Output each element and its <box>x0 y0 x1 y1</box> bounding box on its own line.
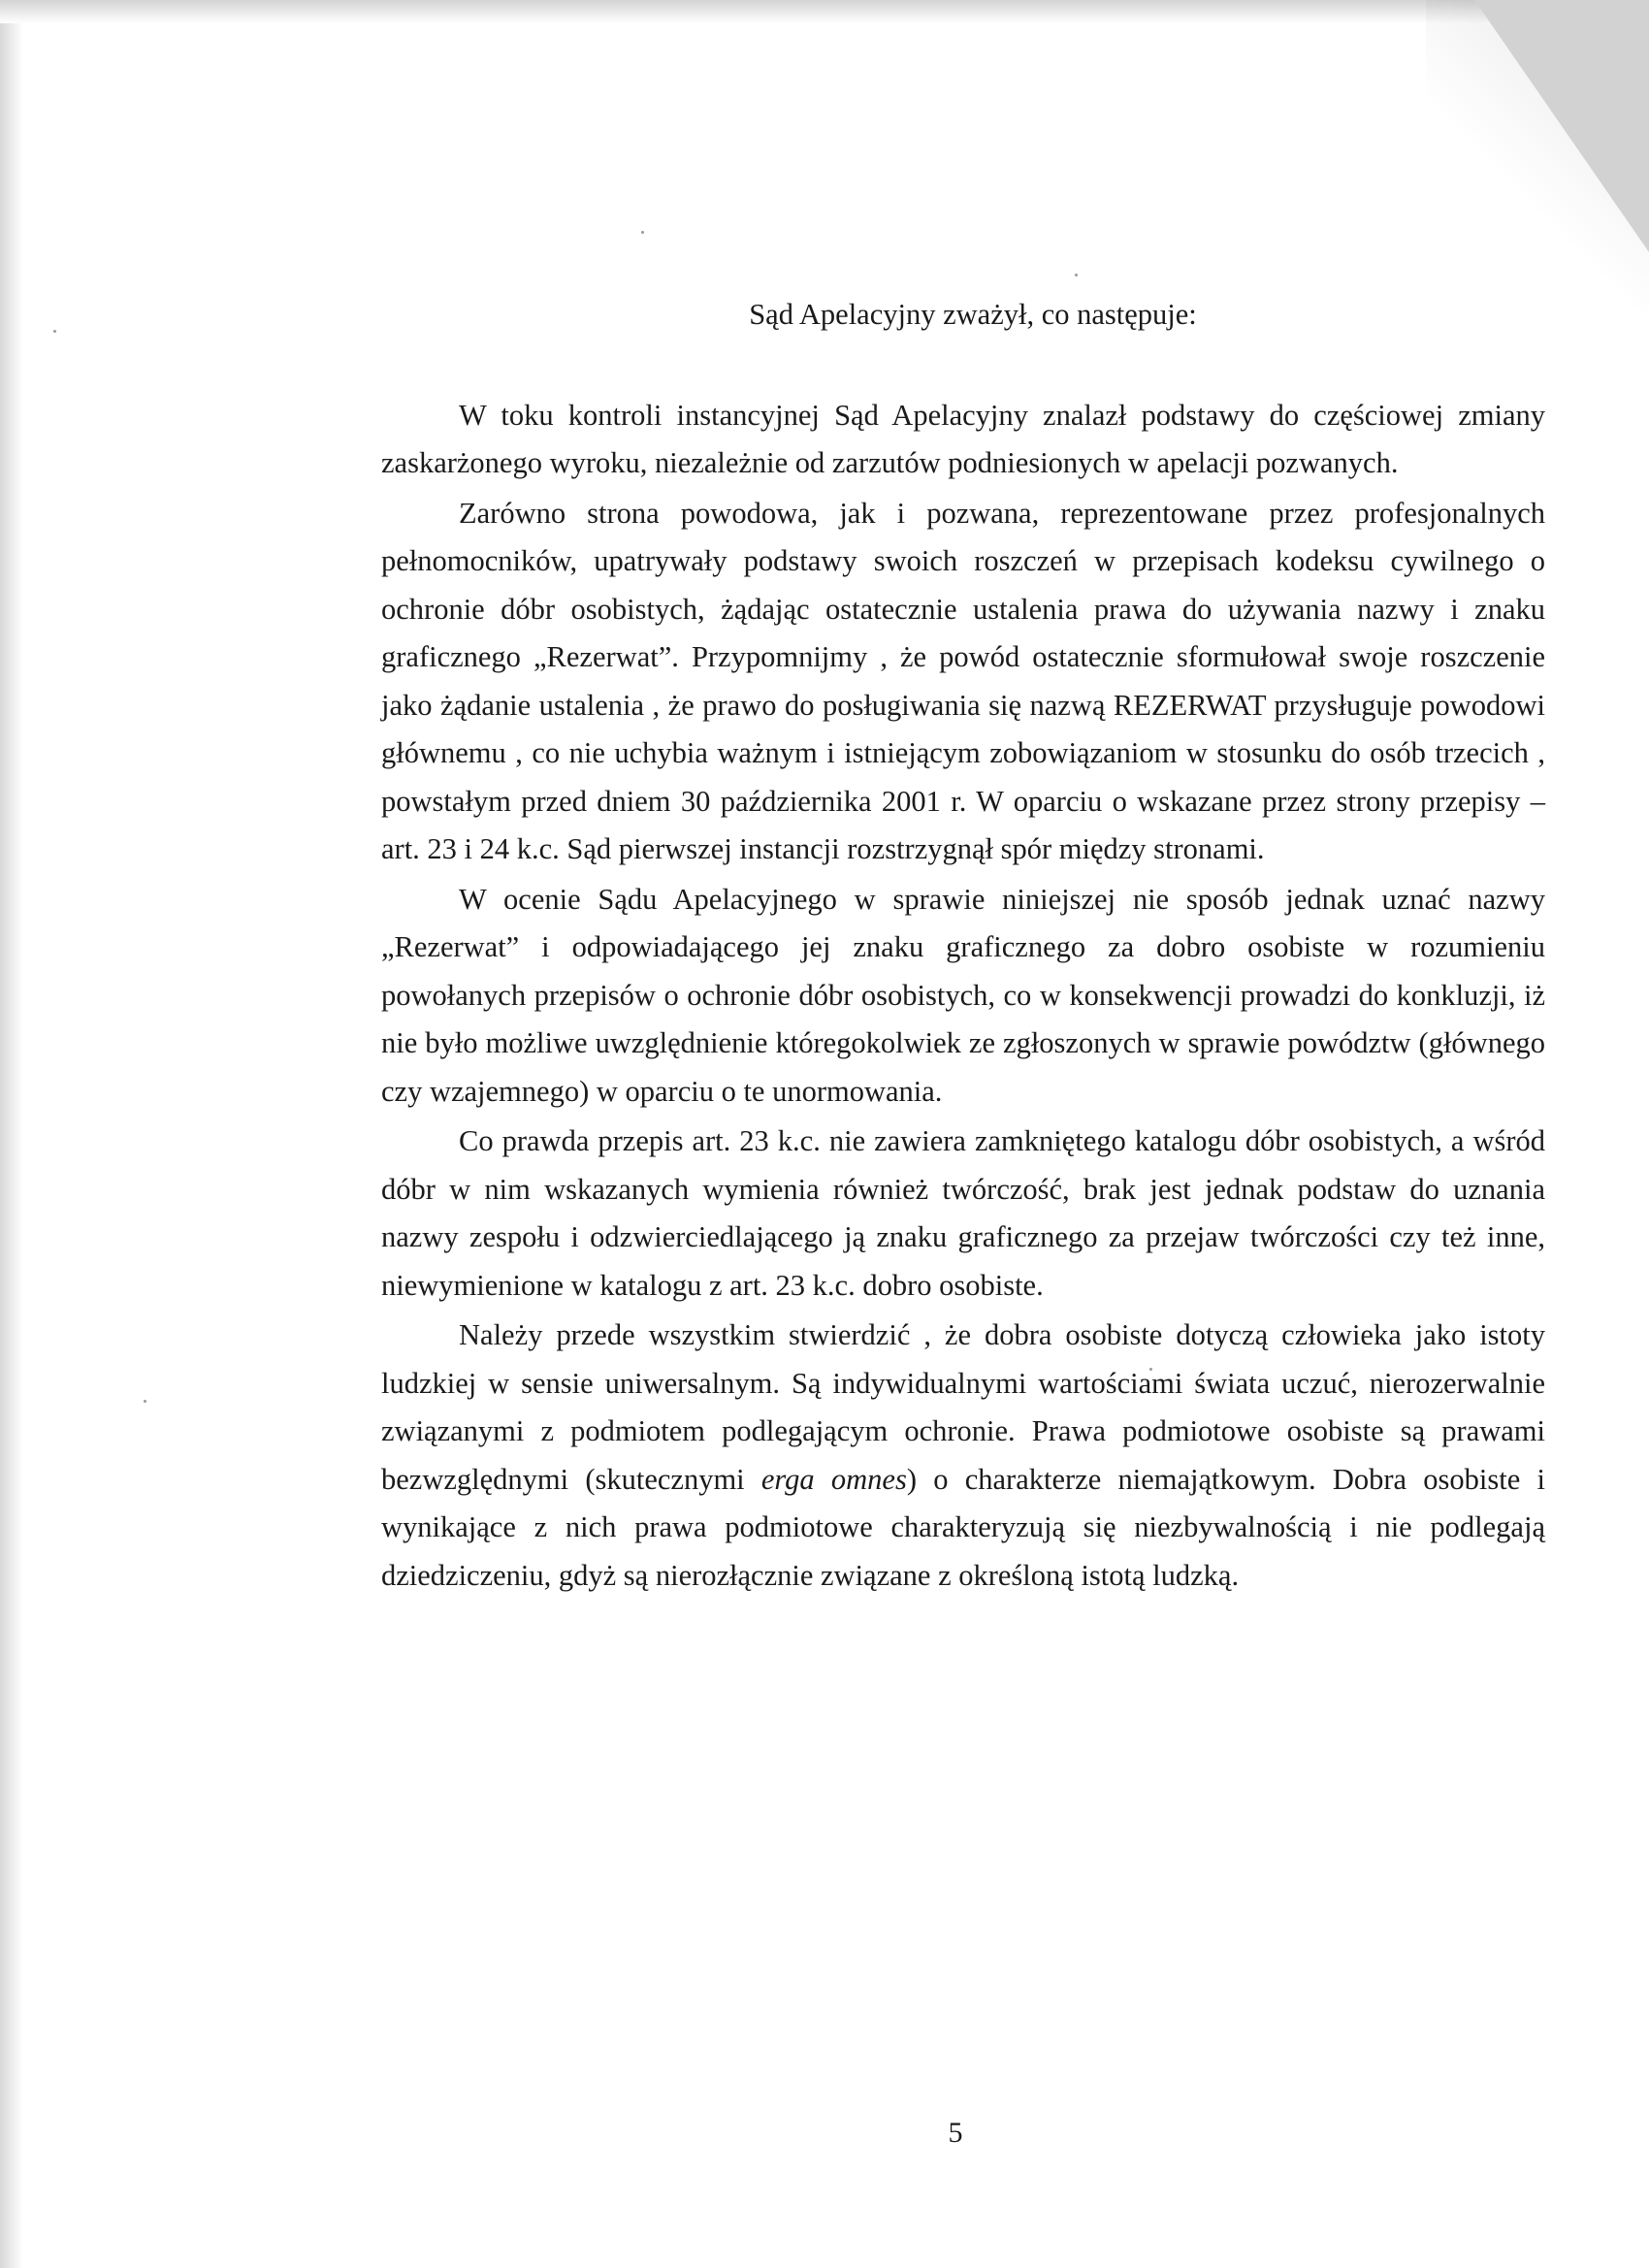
page-corner-fold <box>1474 0 1649 252</box>
scan-speck <box>53 330 56 333</box>
scan-speck <box>641 231 644 234</box>
scan-speck <box>144 1400 146 1403</box>
paragraph: W toku kontroli instancyjnej Sąd Apelacyjny znalazł podstawy do częściowej zmiany zaskarżonego wyroku, niezależnie od zarzutów podniesionych w apelacji pozwanych. <box>381 398 1545 479</box>
paragraph-text: ) o charakterze niemajątkowym. Dobra osobiste i wynikające z nich prawa podmiotowe charakteryzują się niezbywalnością i nie podlegają dziedziczeniu, gdyż są nierozłącznie związane z określoną istotą ludzką. <box>381 1462 1545 1592</box>
document-body <box>381 291 1545 1600</box>
paragraph: Co prawda przepis art. 23 k.c. nie zawiera zamkniętego katalogu dóbr osobistych, a wśród dóbr w nim wskazanych wymienia również twórczość, brak jest jednak podstaw do uznania nazwy zespołu i odzwierciedlającego ją znaku graficznego za przejaw twórczości czy też inne, niewymienione w katalogu z art. 23 k.c. dobro osobiste. <box>381 1124 1545 1302</box>
page-number: 5 <box>948 2117 963 2149</box>
scan-edge-top <box>0 0 1649 23</box>
paragraph: W ocenie Sądu Apelacyjnego w sprawie niniejszej nie sposób jednak uznać nazwy „Rezerwat” i odpowiadającego jej znaku graficznego za dobro osobiste w rozumieniu powołanych przepisów o ochronie dóbr osobistych, co w konsekwencji prowadzi do konkluzji, iż nie było możliwe uwzględnienie któregokolwiek ze zgłoszonych w sprawie powództw (głównego czy wzajemnego) w oparciu o te unormowania. <box>381 882 1545 1108</box>
scan-speck <box>1075 274 1078 276</box>
paragraph <box>381 1312 1545 1600</box>
section-heading: Sąd Apelacyjny zważył, co następuje: <box>749 298 1197 331</box>
scan-edge-left <box>0 0 23 2268</box>
paragraph-text: Należy przede wszystkim stwierdzić , że dobra osobiste dotyczą człowieka jako istoty ludzkiej w sensie uniwersalnym. Są indywidualnymi wartościami świata uczuć, nierozerwalnie związanymi z podmiotem podlegającym ochronie. Prawa podmiotowe osobiste są prawami bezwzględnymi (skutecznymi <box>381 1318 1545 1496</box>
paragraph: Zarówno strona powodowa, jak i pozwana, reprezentowane przez profesjonalnych pełnomocników, upatrywały podstawy swoich roszczeń w przepisach kodeksu cywilnego o ochronie dóbr osobistych, żądając ostatecznie ustalenia prawa do używania nazwy i znaku graficznego „Rezerwat”. Przypomnijmy , że powód ostatecznie sformułował swoje roszczenie jako żądanie ustalenia , że prawo do posługiwania się nazwą REZERWAT przysługuje powodowi głównemu , co nie uchybia ważnym i istniejącym zobowiązaniom w stosunku do osób trzecich , powstałym przed dniem 30 października 2001 r. W oparciu o wskazane przez strony przepisy – art. 23 i 24 k.c. Sąd pierwszej instancji rozstrzygnął spór między stronami. <box>381 496 1545 865</box>
italic-latin-phrase: erga omnes <box>760 1462 907 1496</box>
